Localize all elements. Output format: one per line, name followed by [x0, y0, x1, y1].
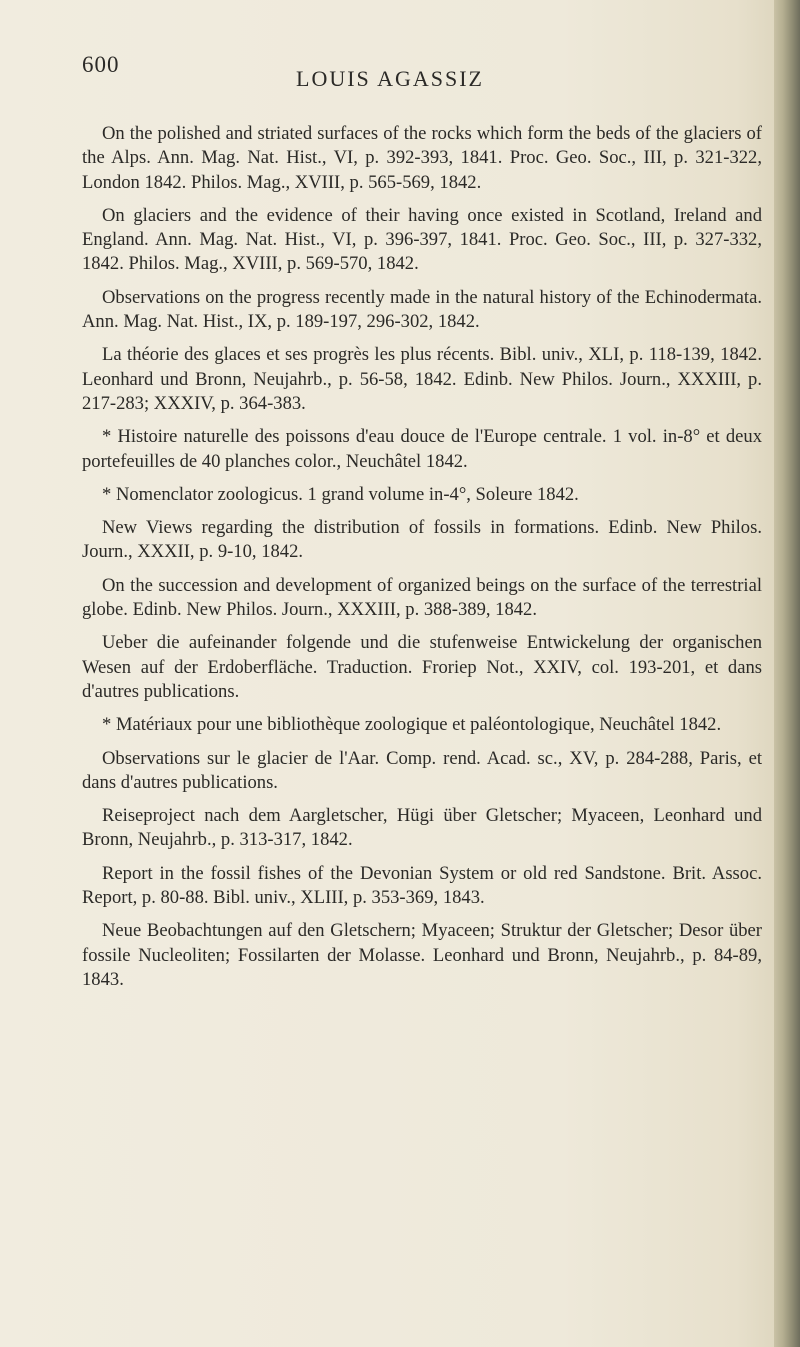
bibliography-entry: * Nomenclator zoologicus. 1 grand volume in-4°, Soleure 1842. [102, 483, 579, 505]
bibliography-entry: Neue Beobachtungen auf den Gletschern; Myaceen; Struktur der Gletscher; Desor über fossile Nucleoliten; Fossilarten der Molasse. Leonhard und Bronn, Neujahrb., p. 84-89, 1843. [82, 920, 762, 990]
bibliography-entry: On the succession and development of organized beings on the surface of the terrestrial globe. Edinb. New Philos. Journ., XXXIII, p. 388-389, 1842. [82, 574, 762, 621]
bibliography-entry: Observations sur le glacier de l'Aar. Comp. rend. Acad. sc., XV, p. 284-288, Paris, et dans d'autres publications. [82, 747, 762, 793]
bibliography-entry: * Matériaux pour une bibliothèque zoologique et paléontologique, Neuchâtel 1842. [102, 714, 722, 736]
bibliography-list [82, 122, 762, 1001]
bibliography-entry: * Histoire naturelle des poissons d'eau douce de l'Europe centrale. 1 vol. in-8° et deux portefeuilles de 40 planches color., Neuchâtel 1842. [82, 426, 762, 472]
running-head: LOUIS AGASSIZ [296, 66, 484, 91]
bibliography-entry: New Views regarding the distribution of fossils in formations. Edinb. New Philos. Journ., XXXII, p. 9-10, 1842. [82, 517, 762, 563]
bibliography-entry: On glaciers and the evidence of their having once existed in Scotland, Ireland and England. Ann. Mag. Nat. Hist., VI, p. 396-397, 1841. Proc. Geo. Soc., III, p. 327-332, 1842. Philos. Mag., XVIII, p. 569-570, 1842. [82, 204, 762, 275]
bibliography-entry: Observations on the progress recently made in the natural history of the Echinodermata. Ann. Mag. Nat. Hist., IX, p. 189-197, 296-302, 1842. [82, 286, 762, 333]
bibliography-entry: Ueber die aufeinander folgende und die stufenweise Entwickelung der organischen Wesen auf der Erdoberfläche. Traduction. Froriep Not., XXIV, col. 193-201, et dans d'autres publications. [82, 632, 762, 702]
bibliography-entry: Report in the fossil fishes of the Devonian System or old red Sandstone. Brit. Assoc. Report, p. 80-88. Bibl. univ., XLIII, p. 353-369, 1843. [82, 862, 762, 909]
bibliography-entry: On the polished and striated surfaces of the rocks which form the beds of the glaciers of the Alps. Ann. Mag. Nat. Hist., VI, p. 392-393, 1841. Proc. Geo. Soc., III, p. 321-322, London 1842. Philos. Mag., XVIII, p. 565-569, 1842. [82, 123, 762, 193]
bibliography-entry: La théorie des glaces et ses progrès les plus récents. Bibl. univ., XLI, p. 118-139, 1842. Leonhard und Bronn, Neujahrb., p. 56-58, 1842. Edinb. New Philos. Journ., XXXIII, p. 217-283; XXXIV, p. 364-383. [82, 344, 762, 414]
page-number: 600 [82, 52, 120, 77]
page-edge-shadow [774, 0, 800, 1347]
bibliography-entry: Reiseproject nach dem Aargletscher, Hügi über Gletscher; Myaceen, Leonhard und Bronn, Neujahrb., p. 313-317, 1842. [82, 805, 762, 851]
